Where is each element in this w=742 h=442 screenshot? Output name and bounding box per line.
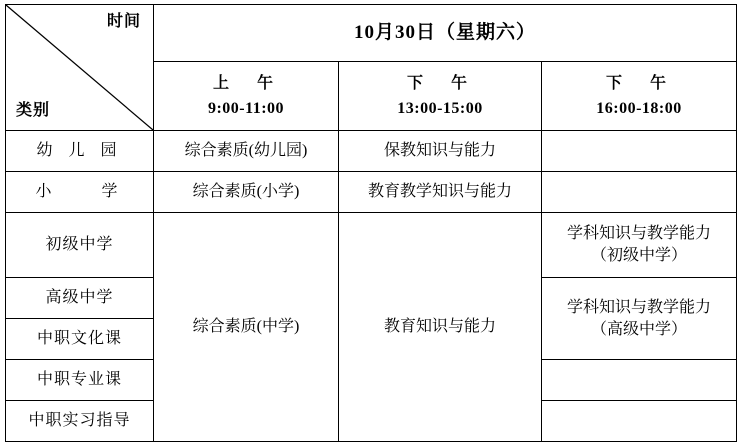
subject-junior-high-afternoon-2 [542,213,737,278]
subject-junior-high-afternoon-2-line2: （初级中学） [591,247,688,264]
session-time-morning: 9:00-11:00 [207,99,285,117]
exam-schedule-table [5,4,737,442]
exam-date-header: 10月30日（星期六） [154,5,737,62]
subject-kindergarten-afternoon-2 [542,131,737,172]
category-vocational-general: 中职文化课 [6,319,154,360]
subject-primary-afternoon-1: 教育教学知识与能力 [339,172,542,213]
subject-secondary-afternoon-1: 教育知识与能力 [339,213,542,442]
session-time-afternoon-1: 13:00-15:00 [397,99,483,117]
category-junior-high: 初级中学 [6,213,154,278]
subject-senior-high-afternoon-2-line2: （高级中学） [591,320,688,338]
session-name-morning: 上 午 [212,74,279,92]
table-header-row-date [6,5,737,62]
category-vocational-major: 中职专业课 [6,360,154,401]
table-row [6,131,737,172]
category-kindergarten: 幼 儿 园 [6,131,154,172]
subject-vocational-major-afternoon-2 [542,360,737,401]
category-vocational-internship: 中职实习指导 [6,401,154,442]
subject-junior-high-afternoon-2-line1: 学科知识与教学能力 [567,225,712,243]
subject-vocational-internship-afternoon-2 [542,401,737,442]
corner-header-cell [6,5,154,131]
category-senior-high: 高级中学 [6,278,154,319]
category-primary: 小 学 [6,172,154,213]
session-time-afternoon-2: 16:00-18:00 [596,99,682,117]
session-header-afternoon-1 [339,62,542,131]
subject-secondary-morning: 综合素质(中学) [154,213,339,442]
exam-schedule-sheet [0,4,742,434]
session-header-morning [154,62,339,131]
subject-primary-morning: 综合素质(小学) [154,172,339,213]
subject-kindergarten-afternoon-1: 保教知识与能力 [339,131,542,172]
session-name-afternoon-2: 下 午 [606,74,673,92]
table-row [6,172,737,213]
session-name-afternoon-1: 下 午 [406,74,473,92]
table-row [6,213,737,278]
subject-primary-afternoon-2 [542,172,737,213]
subject-kindergarten-morning: 综合素质(幼儿园) [154,131,339,172]
subject-senior-high-afternoon-2 [542,278,737,360]
corner-time-label: 时间 [106,13,141,30]
corner-category-label: 类别 [16,102,51,120]
session-header-afternoon-2 [542,62,737,131]
subject-senior-high-afternoon-2-line1: 学科知识与教学能力 [567,298,712,316]
